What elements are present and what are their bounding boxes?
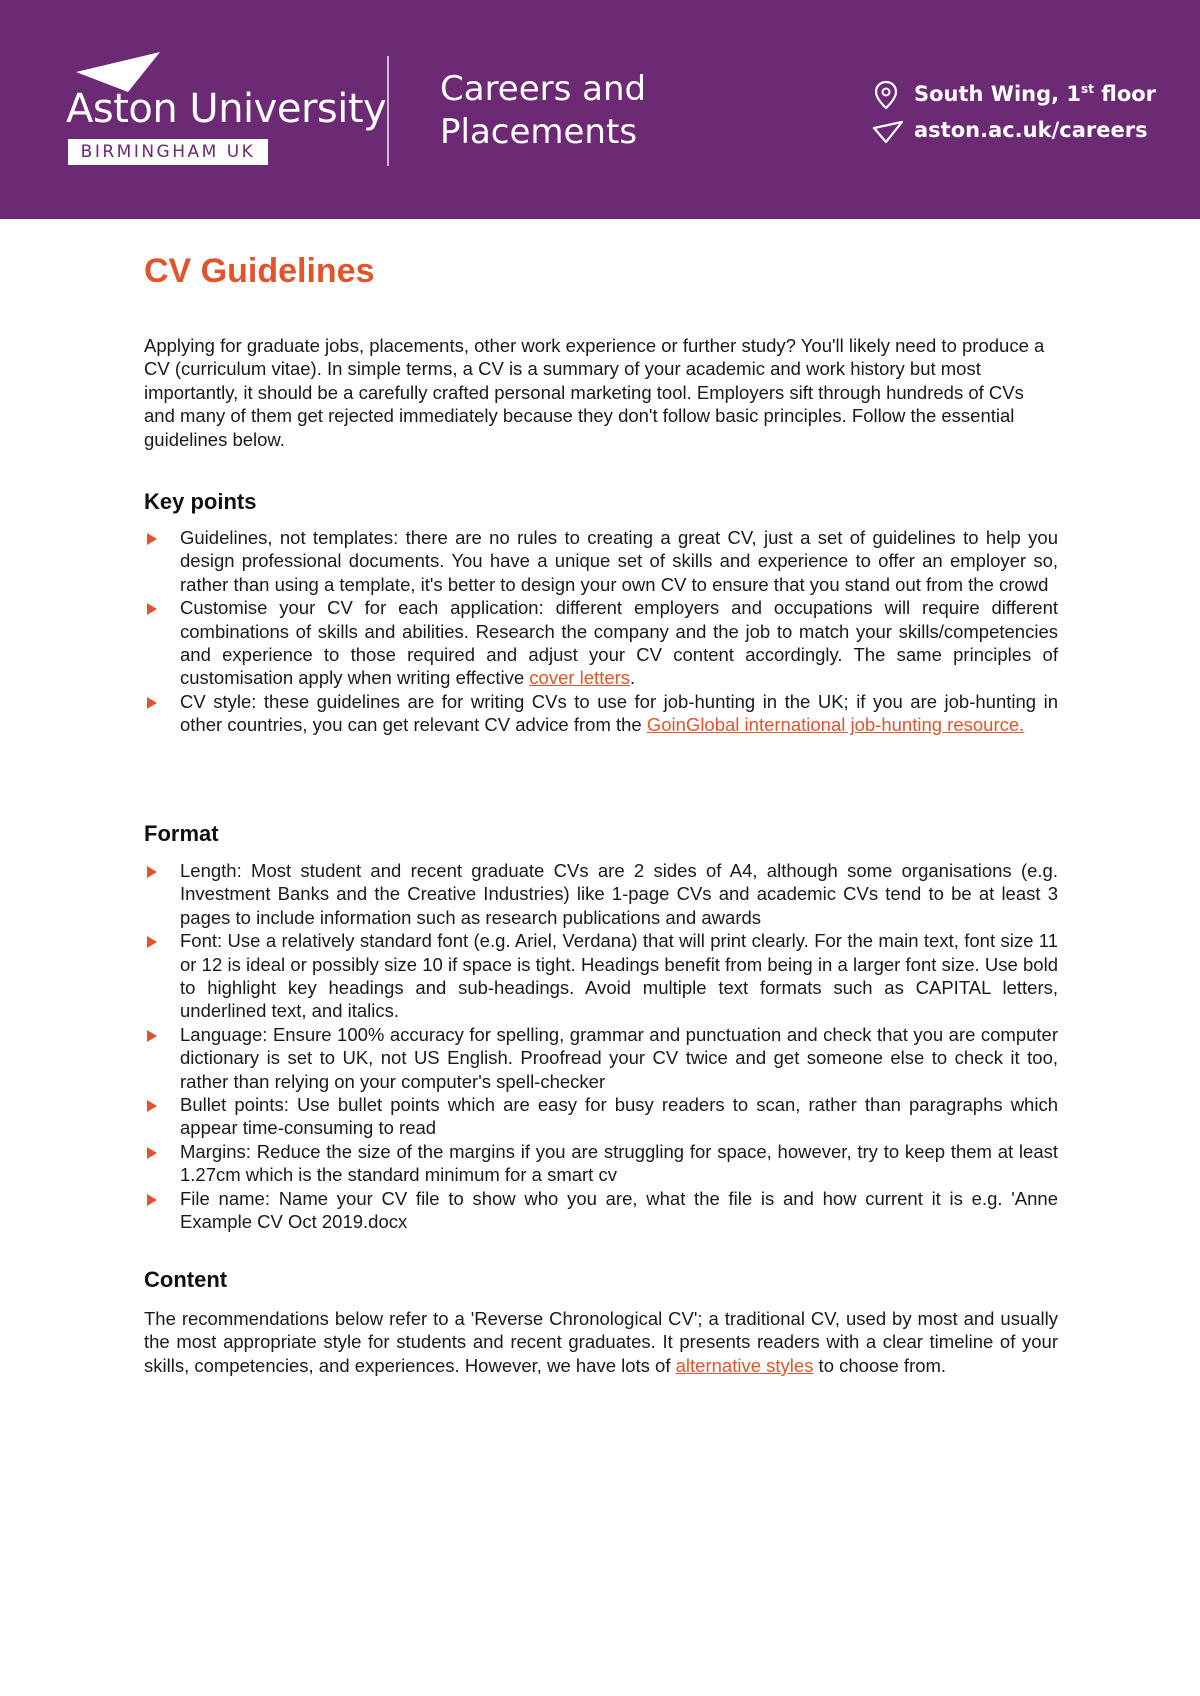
bullet-arrow-icon (147, 697, 157, 709)
department-line-2: Placements (440, 112, 638, 152)
department-line-1: Careers and (440, 69, 647, 109)
list-item (144, 1187, 1058, 1234)
address-superscript: st (1081, 82, 1094, 96)
key-points-heading: Key points (144, 489, 257, 514)
header-banner (0, 0, 1200, 219)
format-font: Font: Use a relatively standard font (e.g. Ariel, Verdana) that will print clearly. For the main text, font size 11 or 12 is ideal or possibly size 10 if space is tight. Headings benefit from being in a larger font size. Use bold to highlight key headings and sub-headings. Avoid multiple text formats such as CAPITAL letters, underlined text, and italics. (180, 930, 1058, 1022)
list-item (144, 596, 1058, 690)
content-text: The recommendations below refer to a 'Reverse Chronological CV'; a traditional CV, used by most and usually the most appropriate style for students and recent graduates. It presents readers with a clear timeline of your skills, competencies, and experiences. However, we have lots of (144, 1308, 1058, 1376)
office-address (914, 82, 1156, 106)
content-paragraph (144, 1307, 1058, 1377)
format-heading: Format (144, 821, 219, 846)
content-text-end: to choose from. (813, 1354, 947, 1376)
address-main: South Wing, 1 (914, 82, 1082, 106)
bullet-arrow-icon (147, 936, 157, 948)
key-point-cv-style: CV style: these guidelines are for writing CVs to use for job-hunting in the UK; if you are job-hunting in other countries, you can get relevant CV advice from the (180, 690, 1058, 736)
careers-website[interactable]: aston.ac.uk/careers (914, 118, 1148, 142)
bullet-arrow-icon (147, 603, 157, 615)
list-item (144, 929, 1058, 1023)
format-bullet-points: Bullet points: Use bullet points which are easy for busy readers to scan, rather than paragraphs which appear time-consuming to read (180, 1094, 1058, 1139)
goinglobal-link[interactable]: GoinGlobal international job-hunting resource. (646, 714, 1025, 736)
format-margins: Margins: Reduce the size of the margins if you are struggling for space, however, try to keep them at least 1.27cm which is the standard minimum for a smart cv (180, 1140, 1058, 1186)
bullet-arrow-icon (147, 866, 157, 878)
key-point-customise-end: . (630, 667, 636, 689)
address-end: floor (1093, 82, 1157, 106)
page-title: CV Guidelines (144, 252, 375, 290)
format-language: Language: Ensure 100% accuracy for spelling, grammar and punctuation and check that you are computer dictionary is set to UK, not US English. Proofread your CV twice and get someone else to check it too, rather than relying on your computer's spell-checker (180, 1023, 1058, 1092)
department-name (440, 68, 646, 154)
bullet-arrow-icon (147, 1030, 157, 1042)
university-location-tag: BIRMINGHAM UK (68, 139, 268, 165)
alternative-styles-link[interactable]: alternative styles (675, 1354, 814, 1376)
send-arrow-icon (872, 120, 904, 144)
intro-paragraph: Applying for graduate jobs, placements, other work experience or further study? You'll likely need to produce a CV (curriculum vitae). In simple terms, a CV is a summary of your academic and work history but most importantly, it should be a carefully crafted personal marketing tool. Employers sift through hundreds of CVs and many of them get rejected immediately because they don't follow basic principles. Follow the essential guidelines below. (144, 335, 1045, 450)
format-length: Length: Most student and recent graduate CVs are 2 sides of A4, although some organisations (e.g. Investment Banks and the Creative Industries) like 1-page CVs and academic CVs tend to be at least 3 pages to include information such as research publications and awards (180, 860, 1058, 928)
content-heading: Content (144, 1267, 228, 1292)
list-item (144, 1093, 1058, 1140)
list-item (144, 859, 1058, 929)
list-item (144, 1023, 1058, 1093)
bullet-arrow-icon (147, 1147, 157, 1159)
bullet-arrow-icon (147, 1100, 157, 1112)
bullet-arrow-icon (147, 533, 157, 545)
key-point-guidelines: Guidelines, not templates: there are no rules to creating a great CV, just a set of guidelines to help you design professional documents. You have a unique set of skills and experience to offer an employer so, rather than using a template, it's better to design your own CV to ensure that you stand out from the crowd (180, 527, 1058, 595)
format-list (144, 859, 1058, 1234)
format-file-name: File name: Name your CV file to show who you are, what the file is and how current it is e.g. 'Anne Example CV Oct 2019.docx (180, 1187, 1058, 1233)
cover-letters-link[interactable]: cover letters (529, 667, 631, 689)
key-point-customise: Customise your CV for each application: different employers and occupations will require different combinations of skills and abilities. Research the company and the job to match your skills/competencies and experience to those required and adjust your CV content accordingly. The same principles of customisation apply when writing effective (180, 597, 1058, 689)
list-item (144, 690, 1058, 737)
key-points-list (144, 526, 1058, 737)
list-item (144, 526, 1058, 596)
header-divider (387, 56, 389, 166)
list-item (144, 1140, 1058, 1187)
location-pin-icon (874, 80, 898, 110)
university-name: Aston University (66, 86, 387, 132)
bullet-arrow-icon (147, 1194, 157, 1206)
